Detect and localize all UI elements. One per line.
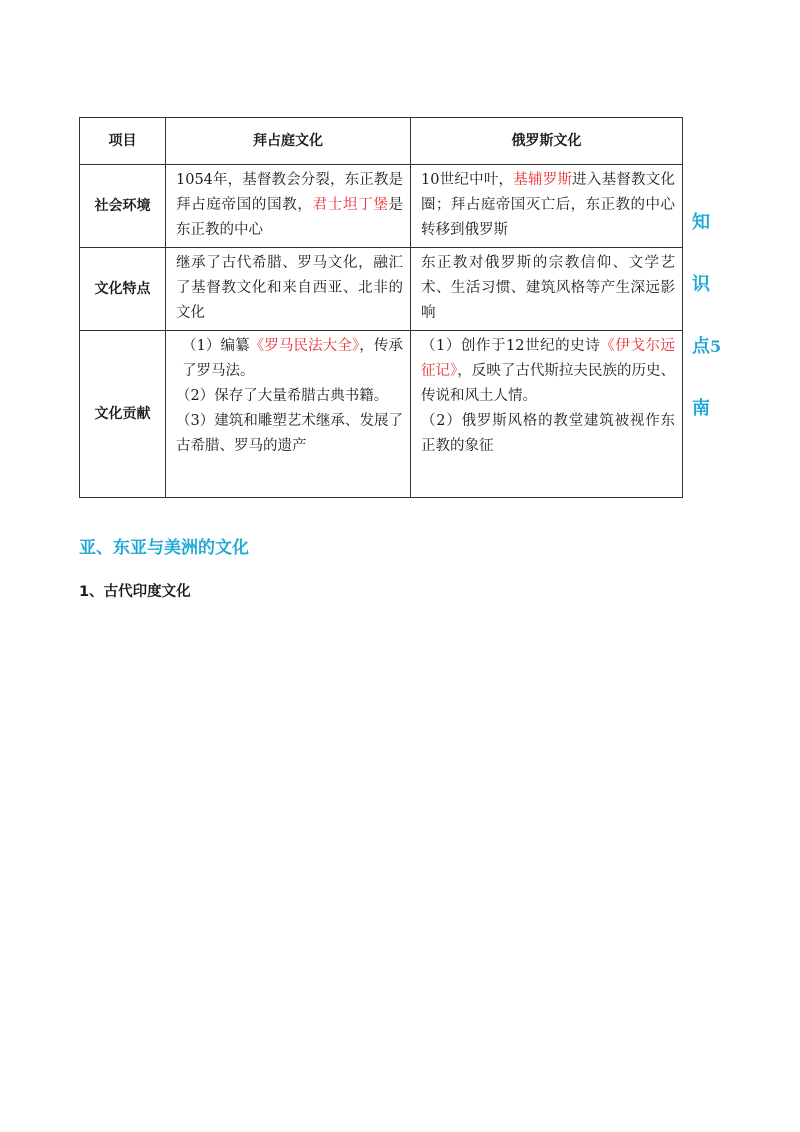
row-label-characteristics: 文化特点 <box>80 248 166 331</box>
contribution-item: （2）保存了大量希腊古典书籍。 <box>176 388 389 404</box>
highlight-igor-tale: 《伊戈尔远征记》 <box>421 338 675 379</box>
contribution-item: （3）建筑和雕塑艺术继承、发展了古希腊、罗马的遗产 <box>176 413 403 454</box>
side-label-knowledge-point <box>692 210 742 458</box>
comparison-table <box>79 117 683 498</box>
highlight-kievan-rus: 基辅罗斯 <box>513 172 573 188</box>
side-char: 南 <box>692 398 710 419</box>
highlight-constantinople: 君士坦丁堡 <box>312 197 389 213</box>
cell-byzantine-characteristics: 继承了古代希腊、罗马文化，融汇了基督教文化和来自西亚、北非的文化 <box>166 248 411 331</box>
table-row <box>80 165 683 248</box>
text-segment: 是东正教的中心 <box>176 197 404 238</box>
text-segment: 10世纪中叶， <box>421 172 514 188</box>
contribution-item: （2）俄罗斯风格的教堂建筑被视作东正教的象征 <box>421 413 675 454</box>
table-row <box>80 248 683 331</box>
row-label-environment: 社会环境 <box>80 165 166 248</box>
cell-russian-environment <box>411 165 683 248</box>
text-segment: （1）创作于12世纪的史诗 <box>421 338 601 354</box>
table-row <box>80 331 683 498</box>
text-segment: 进入基督教文化圈；拜占庭帝国灭亡后，东正教的中心转移到俄罗斯 <box>421 172 676 238</box>
side-char-text: 点 <box>692 336 710 357</box>
header-item: 项目 <box>80 118 166 165</box>
cell-russian-contributions <box>411 331 683 498</box>
text-segment: ，反映了古代斯拉夫民族的历史、传说和风土人情。 <box>421 363 676 404</box>
sub-title: 1、古代印度文化 <box>79 584 191 600</box>
contribution-item <box>176 334 403 384</box>
side-number: 5 <box>710 337 722 356</box>
cell-byzantine-contributions <box>166 331 411 498</box>
side-char <box>692 334 742 396</box>
highlight-corpus-juris: 《罗马民法大全》 <box>249 338 360 354</box>
row-label-contributions: 文化贡献 <box>80 331 166 498</box>
side-char: 知 <box>692 212 710 233</box>
header-russian: 俄罗斯文化 <box>411 118 683 165</box>
contribution-item <box>421 334 675 409</box>
cell-byzantine-environment <box>166 165 411 248</box>
section-title: 亚、东亚与美洲的文化 <box>79 538 249 558</box>
header-byzantine: 拜占庭文化 <box>166 118 411 165</box>
table-header-row <box>80 118 683 165</box>
side-char: 识 <box>692 274 710 295</box>
cell-russian-characteristics: 东正教对俄罗斯的宗教信仰、文学艺术、生活习惯、建筑风格等产生深远影响 <box>411 248 683 331</box>
text-segment: ，传承了罗马法。 <box>182 338 403 379</box>
text-segment: 1054年，基督教会分裂，东正教是拜占庭帝国的国教， <box>176 172 403 213</box>
text-segment: （1）编纂 <box>182 338 250 354</box>
